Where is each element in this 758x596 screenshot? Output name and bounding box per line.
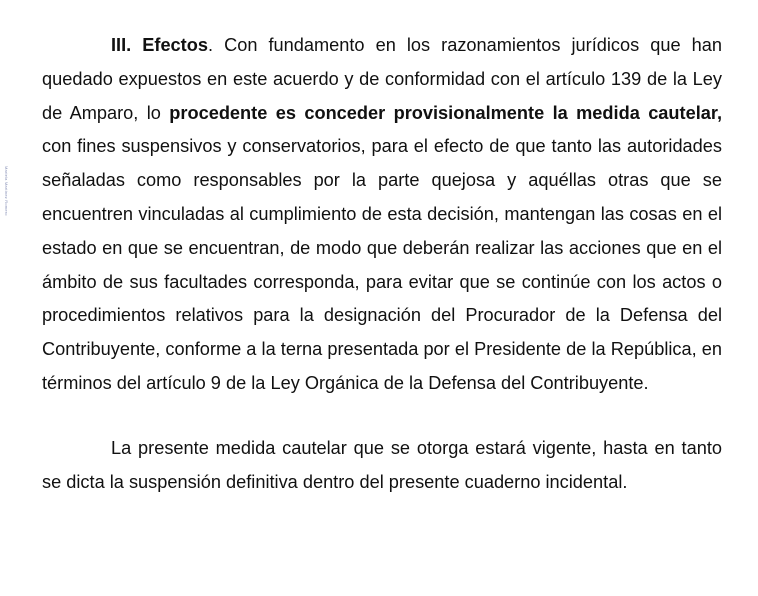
margin-signature-note: Mariela Martínez Romero: [4, 166, 9, 216]
bold-ruling-phrase: procedente es conceder provisionalmente la medida cautelar,: [169, 102, 723, 123]
paragraph-text-part-2: con fines suspensivos y conservatorios, para el efecto de que tanto las autoridades señaladas como responsables por la parte quejosa y aquéllas otras que se encuentren vinculadas al cumplimiento de esta decisión, mantengan las cosas en el estado en que se encuentran, de modo que deberán realizar las acciones que en el ámbito de sus facultades corresponda, para evitar que se continúe con los actos o procedimientos relativos para la designación del Procurador de la Defensa del Contribuyente, conforme a la terna presentada por el Presidente de la República, en términos del artículo 9 de la Ley Orgánica de la Defensa del Contribuyente.: [42, 136, 722, 393]
effects-paragraph: [42, 29, 722, 401]
paragraph-text-part-1: . Con fundamento en los razonamientos jurídicos que han quedado expuestos en este acuerdo y de conformidad con el artículo 139 de la Ley de Amparo, lo: [42, 35, 723, 123]
document-page: [42, 29, 722, 499]
validity-paragraph: [42, 432, 722, 500]
validity-text: La presente medida cautelar que se otorga estará vigente, hasta en tanto se dicta la suspensión definitiva dentro del presente cuaderno incidental.: [42, 437, 722, 492]
section-heading: III. Efectos: [111, 35, 208, 55]
